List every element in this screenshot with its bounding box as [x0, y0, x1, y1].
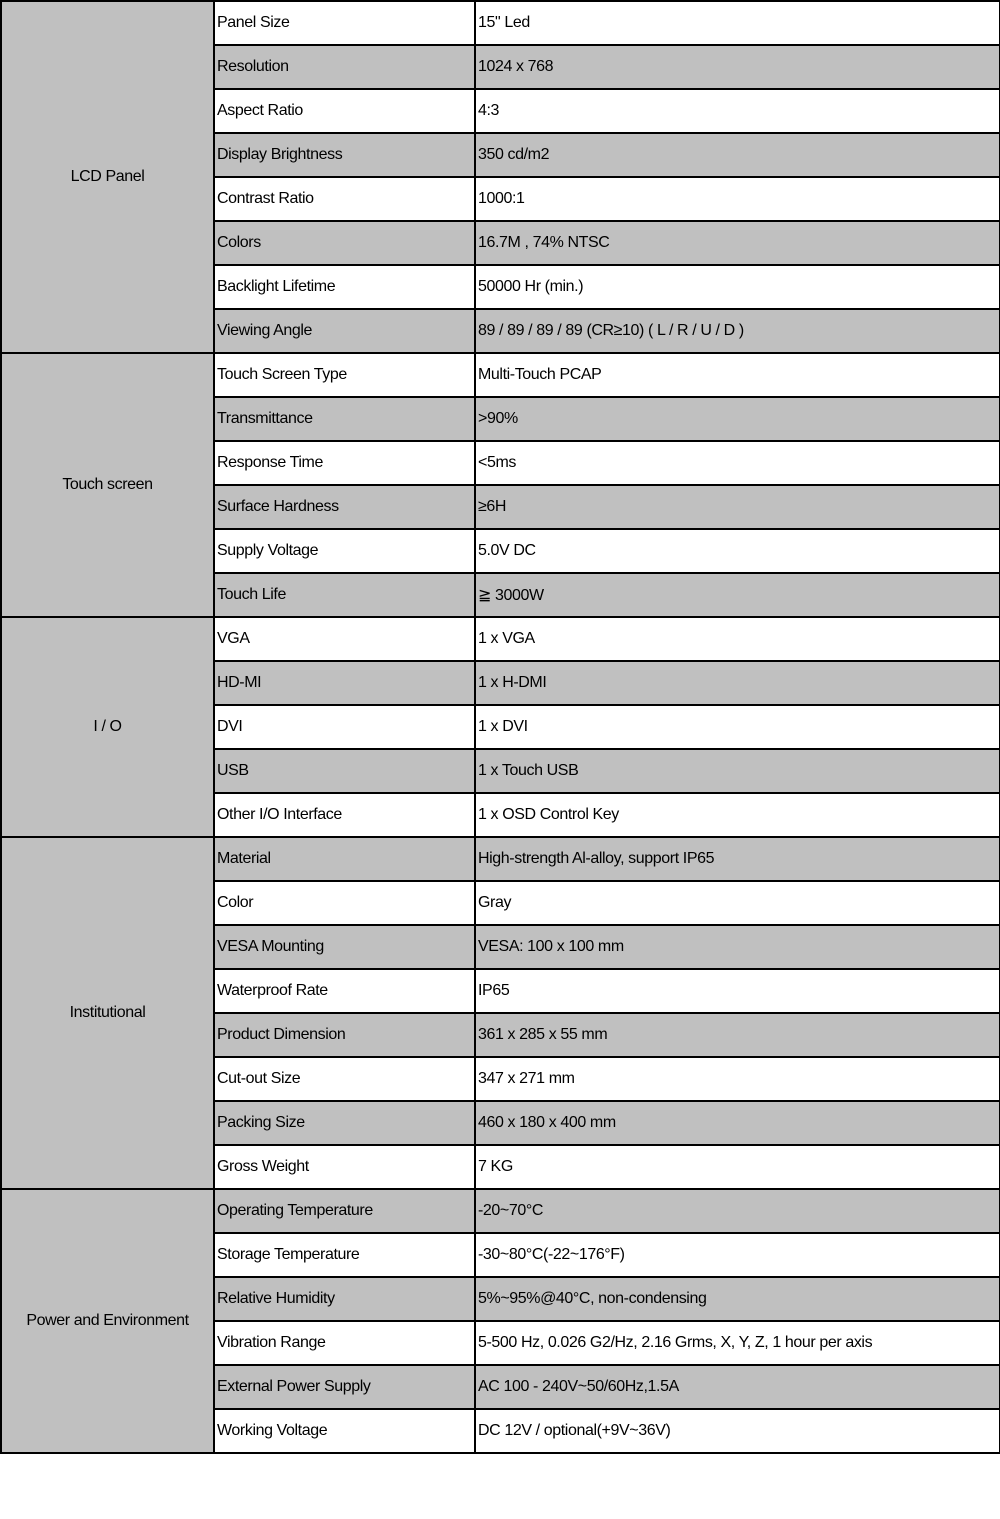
- spec-value: 7 KG: [475, 1145, 1000, 1189]
- spec-label: Contrast Ratio: [214, 177, 475, 221]
- category-cell: LCD Panel: [1, 1, 214, 353]
- spec-value: DC 12V / optional(+9V~36V): [475, 1409, 1000, 1453]
- spec-label: Panel Size: [214, 1, 475, 45]
- spec-label: Supply Voltage: [214, 529, 475, 573]
- table-row: [1, 837, 1000, 881]
- spec-label: External Power Supply: [214, 1365, 475, 1409]
- spec-label: Working Voltage: [214, 1409, 475, 1453]
- spec-value: 460 x 180 x 400 mm: [475, 1101, 1000, 1145]
- spec-value: 1 x Touch USB: [475, 749, 1000, 793]
- spec-value: Gray: [475, 881, 1000, 925]
- spec-label: Transmittance: [214, 397, 475, 441]
- spec-value: 4:3: [475, 89, 1000, 133]
- spec-label: Storage Temperature: [214, 1233, 475, 1277]
- spec-value: -20~70°C: [475, 1189, 1000, 1233]
- spec-label: Resolution: [214, 45, 475, 89]
- spec-label: HD-MI: [214, 661, 475, 705]
- spec-value: 89 / 89 / 89 / 89 (CR≥10) ( L / R / U / D ): [475, 309, 1000, 353]
- spec-value: VESA: 100 x 100 mm: [475, 925, 1000, 969]
- spec-value: ≧ 3000W: [475, 573, 1000, 617]
- table-row: [1, 1, 1000, 45]
- spec-label: Response Time: [214, 441, 475, 485]
- spec-label: Operating Temperature: [214, 1189, 475, 1233]
- spec-label: DVI: [214, 705, 475, 749]
- spec-value: AC 100 - 240V~50/60Hz,1.5A: [475, 1365, 1000, 1409]
- spec-label: Material: [214, 837, 475, 881]
- spec-label: Display Brightness: [214, 133, 475, 177]
- spec-label: USB: [214, 749, 475, 793]
- spec-value: ≥6H: [475, 485, 1000, 529]
- spec-value: 347 x 271 mm: [475, 1057, 1000, 1101]
- spec-value: 15" Led: [475, 1, 1000, 45]
- table-row: [1, 1189, 1000, 1233]
- spec-label: Product Dimension: [214, 1013, 475, 1057]
- spec-label: Surface Hardness: [214, 485, 475, 529]
- category-cell: Power and Environment: [1, 1189, 214, 1453]
- spec-label: VESA Mounting: [214, 925, 475, 969]
- spec-label: Other I/O Interface: [214, 793, 475, 837]
- spec-label: VGA: [214, 617, 475, 661]
- spec-value: 1 x DVI: [475, 705, 1000, 749]
- spec-label: Touch Life: [214, 573, 475, 617]
- spec-value: Multi-Touch PCAP: [475, 353, 1000, 397]
- spec-value: 5-500 Hz, 0.026 G2/Hz, 2.16 Grms, X, Y, Z, 1 hour per axis: [475, 1321, 1000, 1365]
- spec-value: 1 x OSD Control Key: [475, 793, 1000, 837]
- category-cell: Institutional: [1, 837, 214, 1189]
- spec-label: Gross Weight: [214, 1145, 475, 1189]
- category-cell: I / O: [1, 617, 214, 837]
- spec-value: <5ms: [475, 441, 1000, 485]
- spec-value: 361 x 285 x 55 mm: [475, 1013, 1000, 1057]
- category-cell: Touch screen: [1, 353, 214, 617]
- spec-value: 16.7M , 74% NTSC: [475, 221, 1000, 265]
- spec-label: Aspect Ratio: [214, 89, 475, 133]
- spec-value: 350 cd/m2: [475, 133, 1000, 177]
- spec-label: Color: [214, 881, 475, 925]
- spec-value: -30~80°C(-22~176°F): [475, 1233, 1000, 1277]
- spec-value: 5.0V DC: [475, 529, 1000, 573]
- spec-label: Waterproof Rate: [214, 969, 475, 1013]
- spec-value: 1 x H-DMI: [475, 661, 1000, 705]
- spec-value: >90%: [475, 397, 1000, 441]
- spec-value: 1000:1: [475, 177, 1000, 221]
- spec-value: 1024 x 768: [475, 45, 1000, 89]
- spec-label: Cut-out Size: [214, 1057, 475, 1101]
- spec-label: Colors: [214, 221, 475, 265]
- spec-value: High-strength Al-alloy, support IP65: [475, 837, 1000, 881]
- spec-value: 5%~95%@40°C, non-condensing: [475, 1277, 1000, 1321]
- spec-label: Packing Size: [214, 1101, 475, 1145]
- spec-value: IP65: [475, 969, 1000, 1013]
- table-row: [1, 617, 1000, 661]
- spec-value: 1 x VGA: [475, 617, 1000, 661]
- spec-label: Relative Humidity: [214, 1277, 475, 1321]
- table-row: [1, 353, 1000, 397]
- spec-value: 50000 Hr (min.): [475, 265, 1000, 309]
- spec-label: Backlight Lifetime: [214, 265, 475, 309]
- spec-label: Viewing Angle: [214, 309, 475, 353]
- spec-label: Vibration Range: [214, 1321, 475, 1365]
- spec-label: Touch Screen Type: [214, 353, 475, 397]
